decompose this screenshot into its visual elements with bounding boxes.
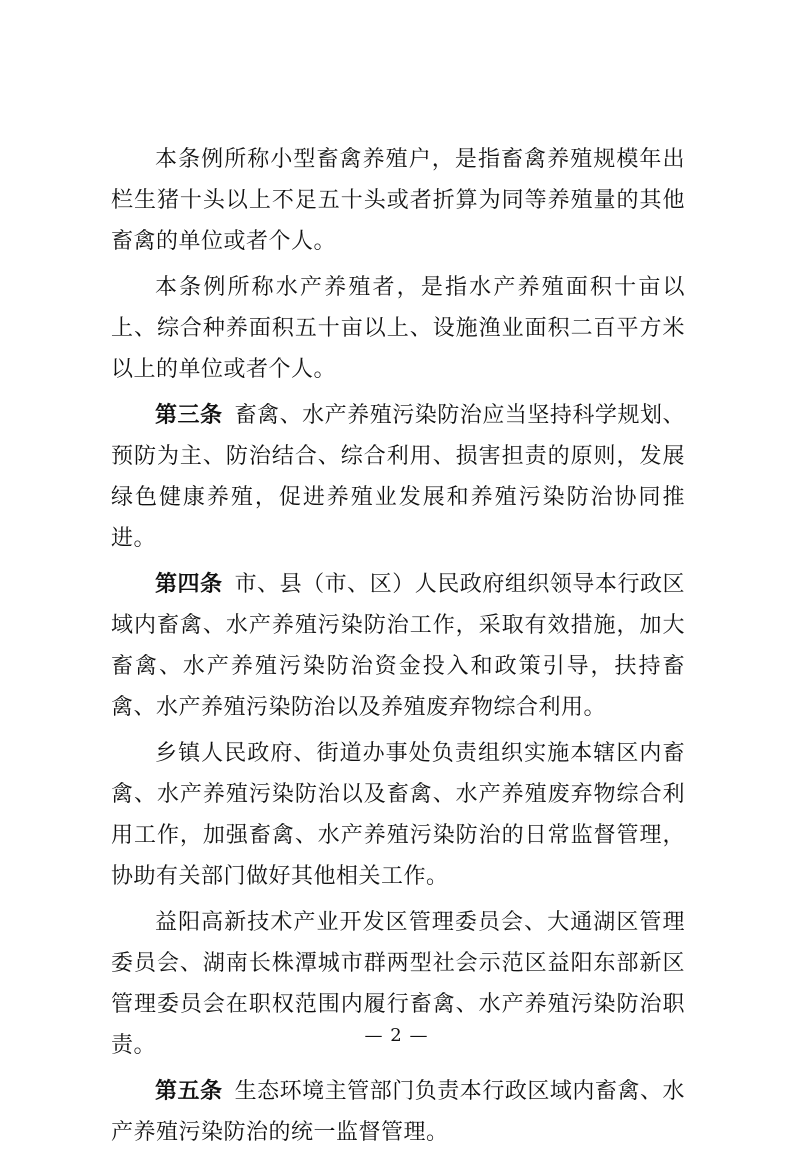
document-body [111, 139, 685, 1158]
paragraph-text: 生态环境主管部门负责本行政区域内畜禽、水产养殖污染防治的统一监督管理。 [111, 1079, 685, 1145]
paragraph [111, 139, 685, 262]
article-heading: 第五条 [155, 1078, 223, 1104]
paragraph-text: 畜禽、水产养殖污染防治应当坚持科学规划、预防为主、防治结合、综合利用、损害担责的原则，发展绿色健康养殖，促进养殖业发展和养殖污染防治协同推进。 [111, 403, 685, 551]
page-number: — 2 — [364, 1025, 429, 1046]
paragraph-text: 本条例所称小型畜禽养殖户，是指畜禽养殖规模年出栏生猪十头以上不足五十头或者折算为同等养殖量的其他畜禽的单位或者个人。 [111, 147, 685, 254]
paragraph [111, 267, 685, 390]
article-heading: 第四条 [155, 571, 223, 597]
paragraph-text: 益阳高新技术产业开发区管理委员会、大通湖区管理委员会、湖南长株潭城市群两型社会示范区益阳东部新区管理委员会在职权范围内履行畜禽、水产养殖污染防治职责。 [111, 910, 685, 1058]
paragraph-text: 市、县（市、区）人民政府组织领导本行政区域内畜禽、水产养殖污染防治工作，采取有效措施，加大畜禽、水产养殖污染防治资金投入和政策引导，扶持畜禽、水产养殖污染防治以及养殖废弃物综合利用。 [111, 572, 685, 720]
article-paragraph [111, 395, 685, 559]
paragraph [111, 733, 685, 897]
article-heading: 第三条 [155, 402, 223, 428]
paragraph-text: 乡镇人民政府、街道办事处负责组织实施本辖区内畜禽、水产养殖污染防治以及畜禽、水产养殖废弃物综合利用工作，加强畜禽、水产养殖污染防治的日常监督管理，协助有关部门做好其他相关工作。 [111, 741, 685, 889]
paragraph-text: 本条例所称水产养殖者，是指水产养殖面积十亩以上、综合种养面积五十亩以上、设施渔业面积二百平方米以上的单位或者个人。 [111, 275, 685, 382]
article-paragraph [111, 1071, 685, 1153]
article-paragraph [111, 564, 685, 728]
